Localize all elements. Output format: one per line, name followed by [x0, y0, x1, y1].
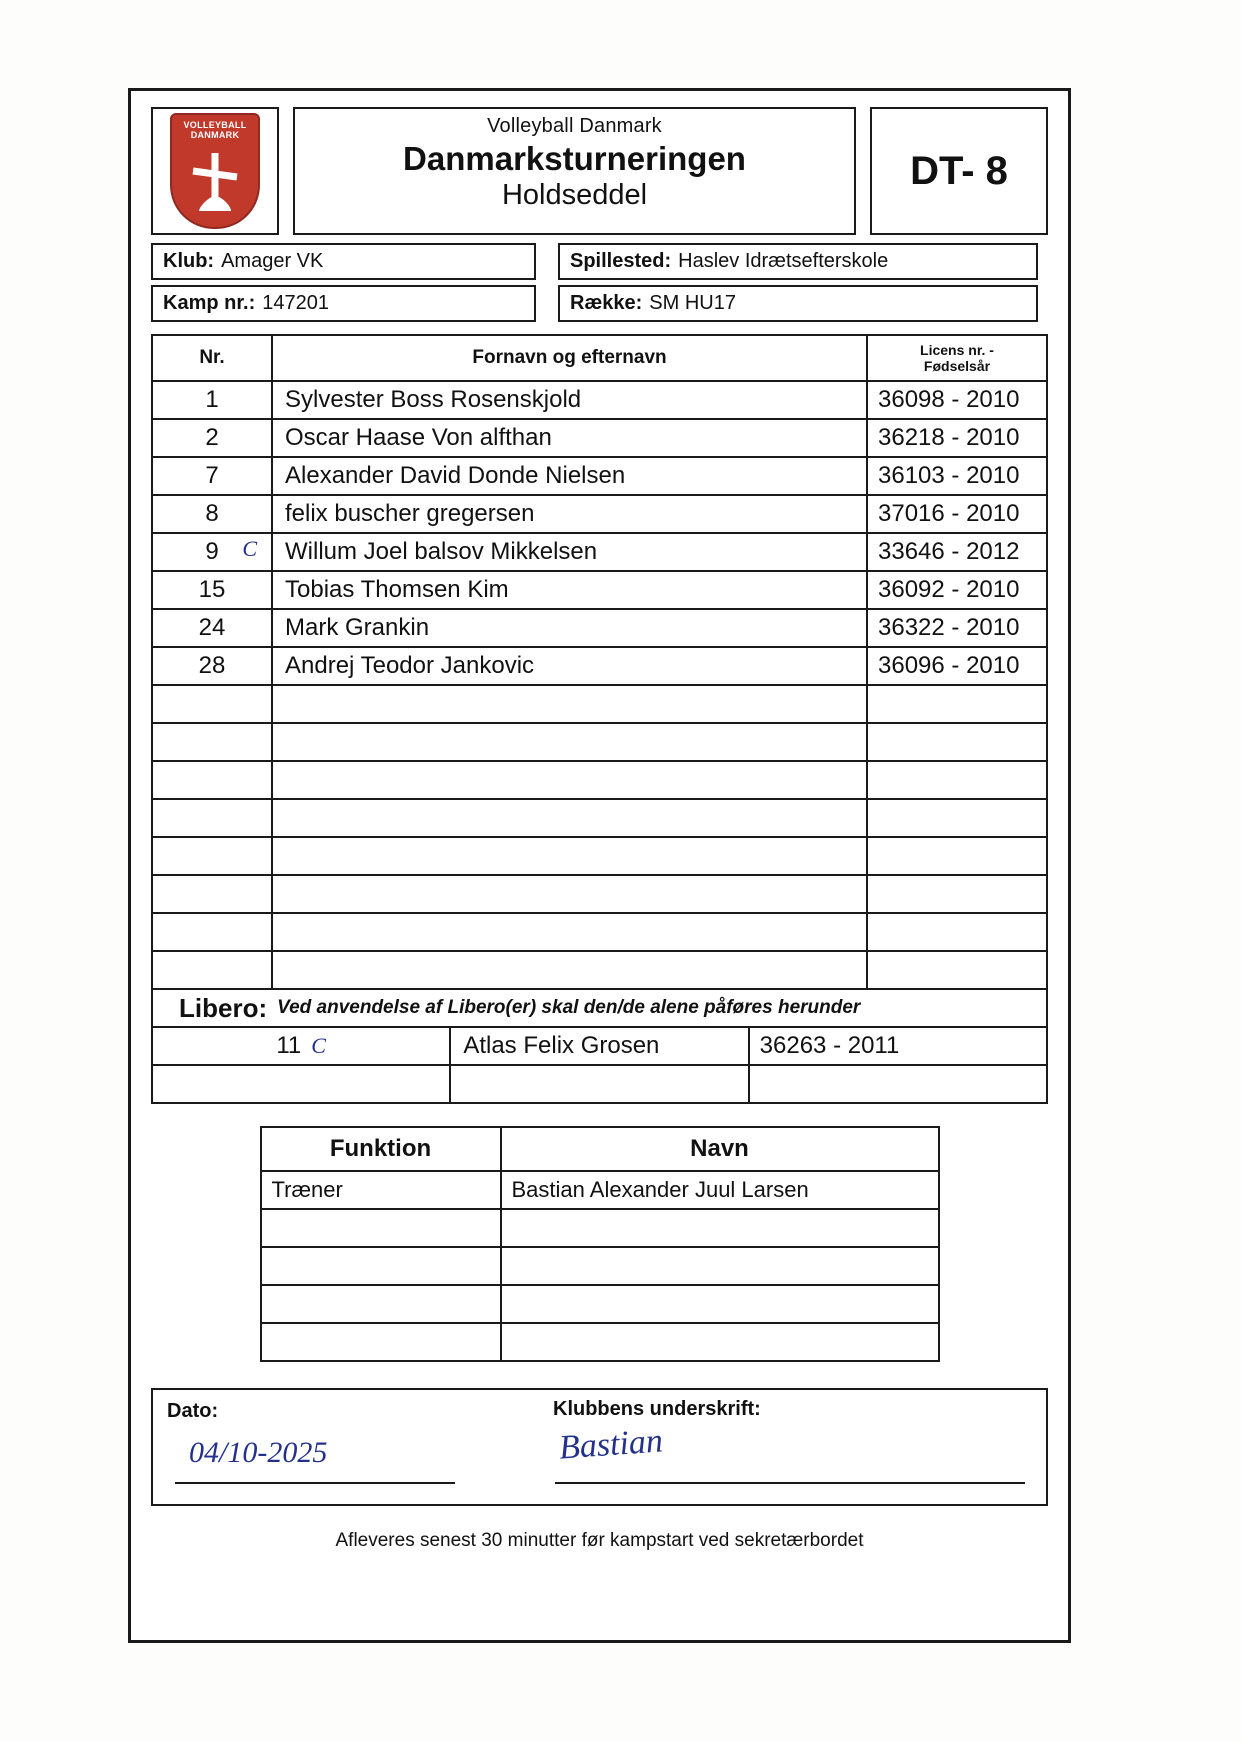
match-number-value: 147201 — [262, 292, 329, 314]
volleyball-danmark-shield-icon — [170, 113, 260, 229]
header-license-line1: Licens nr. - — [920, 342, 994, 358]
staff-name: Bastian Alexander Juul Larsen — [501, 1171, 939, 1209]
player-number — [152, 951, 272, 989]
signature-value: Bastian — [557, 1422, 665, 1467]
player-number — [152, 685, 272, 723]
league-field — [558, 285, 1038, 322]
staff-name — [501, 1285, 939, 1323]
form-subtitle: Holdseddel — [501, 179, 648, 211]
organisation-name: Volleyball Danmark — [487, 115, 662, 137]
table-row-empty — [152, 875, 1047, 913]
header-license-line2: Fødselsår — [923, 358, 991, 374]
player-number: 2 — [152, 419, 272, 457]
club-value: Amager VK — [221, 250, 324, 272]
player-license: 36322 - 2010 — [867, 609, 1047, 647]
player-number: 7 — [152, 457, 272, 495]
header-license — [867, 335, 1047, 381]
staff-name — [501, 1209, 939, 1247]
date-value: 04/10-2025 — [189, 1436, 328, 1469]
players-table-body — [152, 381, 1047, 989]
player-number: 9 C — [152, 533, 272, 571]
match-meta — [131, 235, 1068, 322]
staff-name — [501, 1247, 939, 1285]
player-license — [867, 913, 1047, 951]
player-name — [272, 837, 867, 875]
libero-license: 36263 - 2011 — [749, 1027, 1047, 1065]
player-number: 1 — [152, 381, 272, 419]
form-header — [131, 91, 1068, 235]
player-license: 36092 - 2010 — [867, 571, 1047, 609]
club-label: Klub: — [163, 250, 215, 272]
libero-note: Ved anvendelse af Libero(er) skal den/de alene påføres herunder — [277, 997, 861, 1018]
logo-text-line1: VOLLEYBALL — [183, 120, 247, 130]
table-row-empty — [152, 761, 1047, 799]
player-license — [867, 875, 1047, 913]
form-code: DT- 8 — [870, 107, 1048, 235]
player-name — [272, 685, 867, 723]
player-license — [867, 761, 1047, 799]
meta-row-2 — [151, 285, 1048, 322]
player-license: 36103 - 2010 — [867, 457, 1047, 495]
meta-row-1 — [151, 243, 1048, 280]
table-row — [152, 495, 1047, 533]
libero-name — [450, 1065, 748, 1103]
staff-row — [261, 1285, 939, 1323]
staff-function — [261, 1209, 501, 1247]
league-value: SM HU17 — [649, 292, 736, 314]
staff-function — [261, 1323, 501, 1361]
player-name: Mark Grankin — [272, 609, 867, 647]
signature-block — [151, 1388, 1048, 1506]
table-row — [152, 609, 1047, 647]
libero-number: 11 C — [152, 1027, 450, 1065]
form-title-block — [293, 107, 856, 235]
libero-license — [749, 1065, 1047, 1103]
staff-row — [261, 1247, 939, 1285]
table-row-empty — [152, 685, 1047, 723]
table-row — [152, 647, 1047, 685]
libero-row — [152, 1027, 1047, 1065]
player-license — [867, 837, 1047, 875]
player-number — [152, 837, 272, 875]
player-name: Tobias Thomsen Kim — [272, 571, 867, 609]
table-row — [152, 381, 1047, 419]
player-name — [272, 761, 867, 799]
table-row-empty — [152, 799, 1047, 837]
table-row-empty — [152, 951, 1047, 989]
player-license — [867, 723, 1047, 761]
player-name — [272, 913, 867, 951]
libero-number — [152, 1065, 450, 1103]
player-name: Andrej Teodor Jankovic — [272, 647, 867, 685]
player-name: Willum Joel balsov Mikkelsen — [272, 533, 867, 571]
player-license: 36098 - 2010 — [867, 381, 1047, 419]
header-staff-name: Navn — [501, 1127, 939, 1171]
match-number-label: Kamp nr.: — [163, 292, 256, 314]
staff-row — [261, 1171, 939, 1209]
player-license — [867, 685, 1047, 723]
federation-logo — [151, 107, 279, 235]
player-license — [867, 951, 1047, 989]
table-row-empty — [152, 723, 1047, 761]
venue-label: Spillested: — [570, 250, 672, 272]
players-table-header — [152, 335, 1047, 381]
table-row — [152, 419, 1047, 457]
signature-label: Klubbens underskrift: — [553, 1398, 761, 1420]
staff-table-body — [261, 1171, 939, 1361]
player-number — [152, 799, 272, 837]
player-name — [272, 799, 867, 837]
venue-field — [558, 243, 1038, 280]
form-title: Danmarksturneringen — [403, 140, 746, 177]
table-row — [152, 571, 1047, 609]
libero-label: Libero: — [179, 992, 268, 1023]
club-field — [151, 243, 536, 280]
header-number: Nr. — [152, 335, 272, 381]
player-number — [152, 913, 272, 951]
player-name — [272, 723, 867, 761]
footer-note: Afleveres senest 30 minutter før kampstart ved sekretærbordet — [335, 1530, 864, 1551]
staff-function — [261, 1285, 501, 1323]
libero-table — [151, 988, 1048, 1104]
libero-note-row — [152, 989, 1047, 1027]
logo-text-line2: DANMARK — [190, 130, 240, 140]
player-license — [867, 799, 1047, 837]
player-number: 28 — [152, 647, 272, 685]
league-label: Række: — [570, 292, 643, 314]
table-row-empty — [152, 913, 1047, 951]
player-license: 36096 - 2010 — [867, 647, 1047, 685]
header-function: Funktion — [261, 1127, 501, 1171]
date-line — [175, 1482, 455, 1484]
player-name — [272, 951, 867, 989]
staff-name — [501, 1323, 939, 1361]
staff-row — [261, 1209, 939, 1247]
player-number — [152, 723, 272, 761]
libero-row — [152, 1065, 1047, 1103]
date-label: Dato: — [167, 1400, 219, 1422]
staff-section — [131, 1126, 1068, 1362]
player-name: Sylvester Boss Rosenskjold — [272, 381, 867, 419]
captain-mark: C — [242, 536, 257, 561]
player-number: 8 — [152, 495, 272, 533]
player-name: Alexander David Donde Nielsen — [272, 457, 867, 495]
player-name — [272, 875, 867, 913]
table-row-empty — [152, 837, 1047, 875]
player-license: 37016 - 2010 — [867, 495, 1047, 533]
staff-row — [261, 1323, 939, 1361]
player-license: 36218 - 2010 — [867, 419, 1047, 457]
player-number — [152, 761, 272, 799]
staff-table-header — [261, 1127, 939, 1171]
libero-table-body — [152, 1027, 1047, 1103]
staff-function: Træner — [261, 1171, 501, 1209]
match-number-field — [151, 285, 536, 322]
player-number — [152, 875, 272, 913]
player-name: Oscar Haase Von alfthan — [272, 419, 867, 457]
libero-captain-mark: C — [311, 1033, 326, 1058]
staff-table — [260, 1126, 940, 1362]
player-name: felix buscher gregersen — [272, 495, 867, 533]
bird-icon — [187, 151, 243, 213]
players-table — [151, 334, 1048, 990]
venue-value: Haslev Idrætsefterskole — [678, 250, 889, 272]
player-license: 33646 - 2012 — [867, 533, 1047, 571]
team-sheet-form — [128, 88, 1071, 1643]
staff-function — [261, 1247, 501, 1285]
signature-line — [555, 1482, 1025, 1484]
player-number: 24 — [152, 609, 272, 647]
header-name: Fornavn og efternavn — [272, 335, 867, 381]
table-row — [152, 533, 1047, 571]
libero-name: Atlas Felix Grosen — [450, 1027, 748, 1065]
table-row — [152, 457, 1047, 495]
player-number: 15 — [152, 571, 272, 609]
